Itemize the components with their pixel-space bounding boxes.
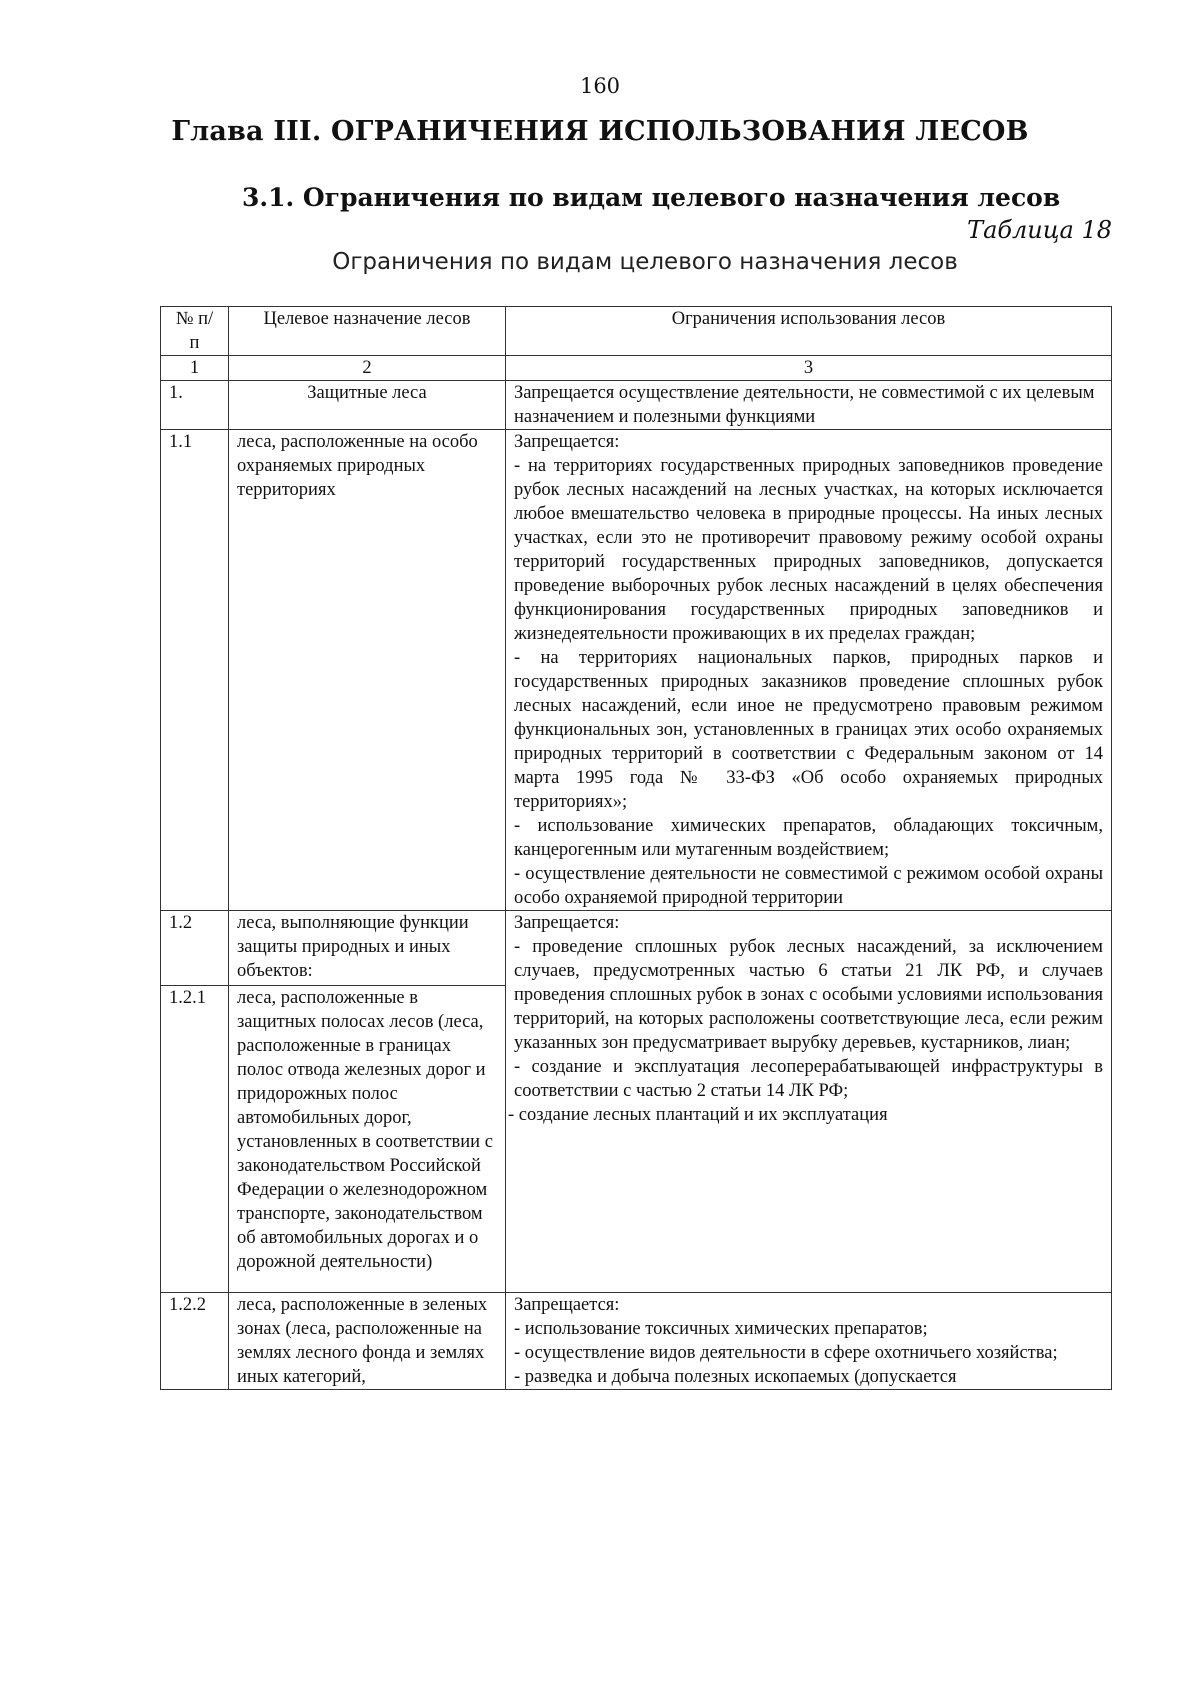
row-purpose: леса, расположенные на особо охраняемых природных территориях [229, 430, 506, 911]
row-restrictions [506, 1293, 1112, 1390]
row-number: 1. [161, 381, 229, 430]
row-number: 1.2 [161, 911, 229, 986]
restriction-line: - осуществление деятельности не совместимой с режимом особой охраны особо охраняемой природной территории [514, 864, 1103, 908]
row-purpose: Защитные леса [229, 381, 506, 430]
column-number: 2 [229, 356, 506, 381]
restriction-line: Запрещается: [514, 432, 620, 452]
row-number: 1.2.1 [161, 986, 229, 1293]
restriction-line: - на территориях государственных природных заповедников проведение рубок лесных насаждений на лесных участках, на которых исключается любое вмешательство человека в природные процессы. На иных лесных участках, если это не противоречит правовому режиму особой охраны территорий государственных природных заповедников, допускается проведение выборочных рубок лесных насаждений в целях обеспечения функционирования государственных природных заповедников и жизнедеятельности проживающих в их пределах граждан; [514, 456, 1103, 644]
row-purpose: леса, выполняющие функции защиты природных и иных объектов: [229, 911, 506, 986]
row-restrictions: Запрещается осуществление деятельности, не совместимой с их целевым назначением и полезными функциями [506, 381, 1112, 430]
row-purpose: леса, расположенные в защитных полосах лесов (леса, расположенные в границах полос отвода железных дорог и придорожных полос автомобильных дорог, установленных в соответствии с законодательством Российской Федерации о железнодорожном транспорте, законодательством об автомобильных дорогах и о дорожной деятельности) [229, 986, 506, 1293]
header-restrictions: Ограничения использования лесов [506, 307, 1112, 356]
table-row [161, 430, 1112, 911]
restriction-line: Запрещается: [514, 913, 620, 933]
restriction-line: Запрещается: [514, 1295, 620, 1315]
table-header-row [161, 307, 1112, 356]
table-title: Ограничения по видам целевого назначения лесов [332, 249, 958, 275]
restriction-line: - создание лесных плантаций и их эксплуатация [508, 1105, 888, 1125]
column-number: 3 [506, 356, 1112, 381]
restrictions-table [160, 306, 1112, 1390]
restriction-line: - использование химических препаратов, обладающих токсичным, канцерогенным или мутагенным воздействием; [514, 816, 1103, 860]
row-number: 1.2.2 [161, 1293, 229, 1390]
restriction-line: - осуществление видов деятельности в сфере охотничьего хозяйства; [514, 1343, 1058, 1363]
restriction-line: - разведка и добыча полезных ископаемых (допускается [514, 1367, 957, 1387]
page-number: 160 [579, 74, 621, 98]
table-row [161, 381, 1112, 430]
restriction-line: - использование токсичных химических препаратов; [514, 1319, 928, 1339]
column-number-row [161, 356, 1112, 381]
row-restrictions [506, 911, 1112, 1293]
row-purpose: леса, расположенные в зеленых зонах (леса, расположенные на землях лесного фонда и землях иных категорий, [229, 1293, 506, 1390]
chapter-title: Глава III. ОГРАНИЧЕНИЯ ИСПОЛЬЗОВАНИЯ ЛЕСОВ [171, 116, 1029, 147]
restriction-line: - на территориях национальных парков, природных парков и государственных природных заказников проведение сплошных рубок лесных насаждений, если иное не предусмотрено правовым режимом функциональных зон, установленных в границах этих особо охраняемых природных территорий в соответствии с Федеральным законом от 14 марта 1995 года № 33-ФЗ «Об особо охраняемых природных территориях»; [514, 648, 1103, 812]
row-number: 1.1 [161, 430, 229, 911]
header-purpose: Целевое назначение лесов [229, 307, 506, 356]
section-title: 3.1. Ограничения по видам целевого назначения лесов [242, 183, 1061, 212]
table-row [161, 1293, 1112, 1390]
restriction-line: - проведение сплошных рубок лесных насаждений, за исключением случаев, предусмотренных частью 6 статьи 21 ЛК РФ, и случаев проведения сплошных рубок в зонах с особыми условиями использования территорий, на которых расположены соответствующие леса, если режим указанных зон предусматривает вырубку деревьев, кустарников, лиан; [514, 937, 1103, 1053]
table-row [161, 911, 1112, 986]
row-restrictions [506, 430, 1112, 911]
restriction-line: - создание и эксплуатация лесоперерабатывающей инфраструктуры в соответствии с частью 2 статьи 14 ЛК РФ; [514, 1057, 1103, 1101]
table-label: Таблица 18 [967, 216, 1112, 244]
header-num: № п/п [161, 307, 229, 356]
column-number: 1 [161, 356, 229, 381]
